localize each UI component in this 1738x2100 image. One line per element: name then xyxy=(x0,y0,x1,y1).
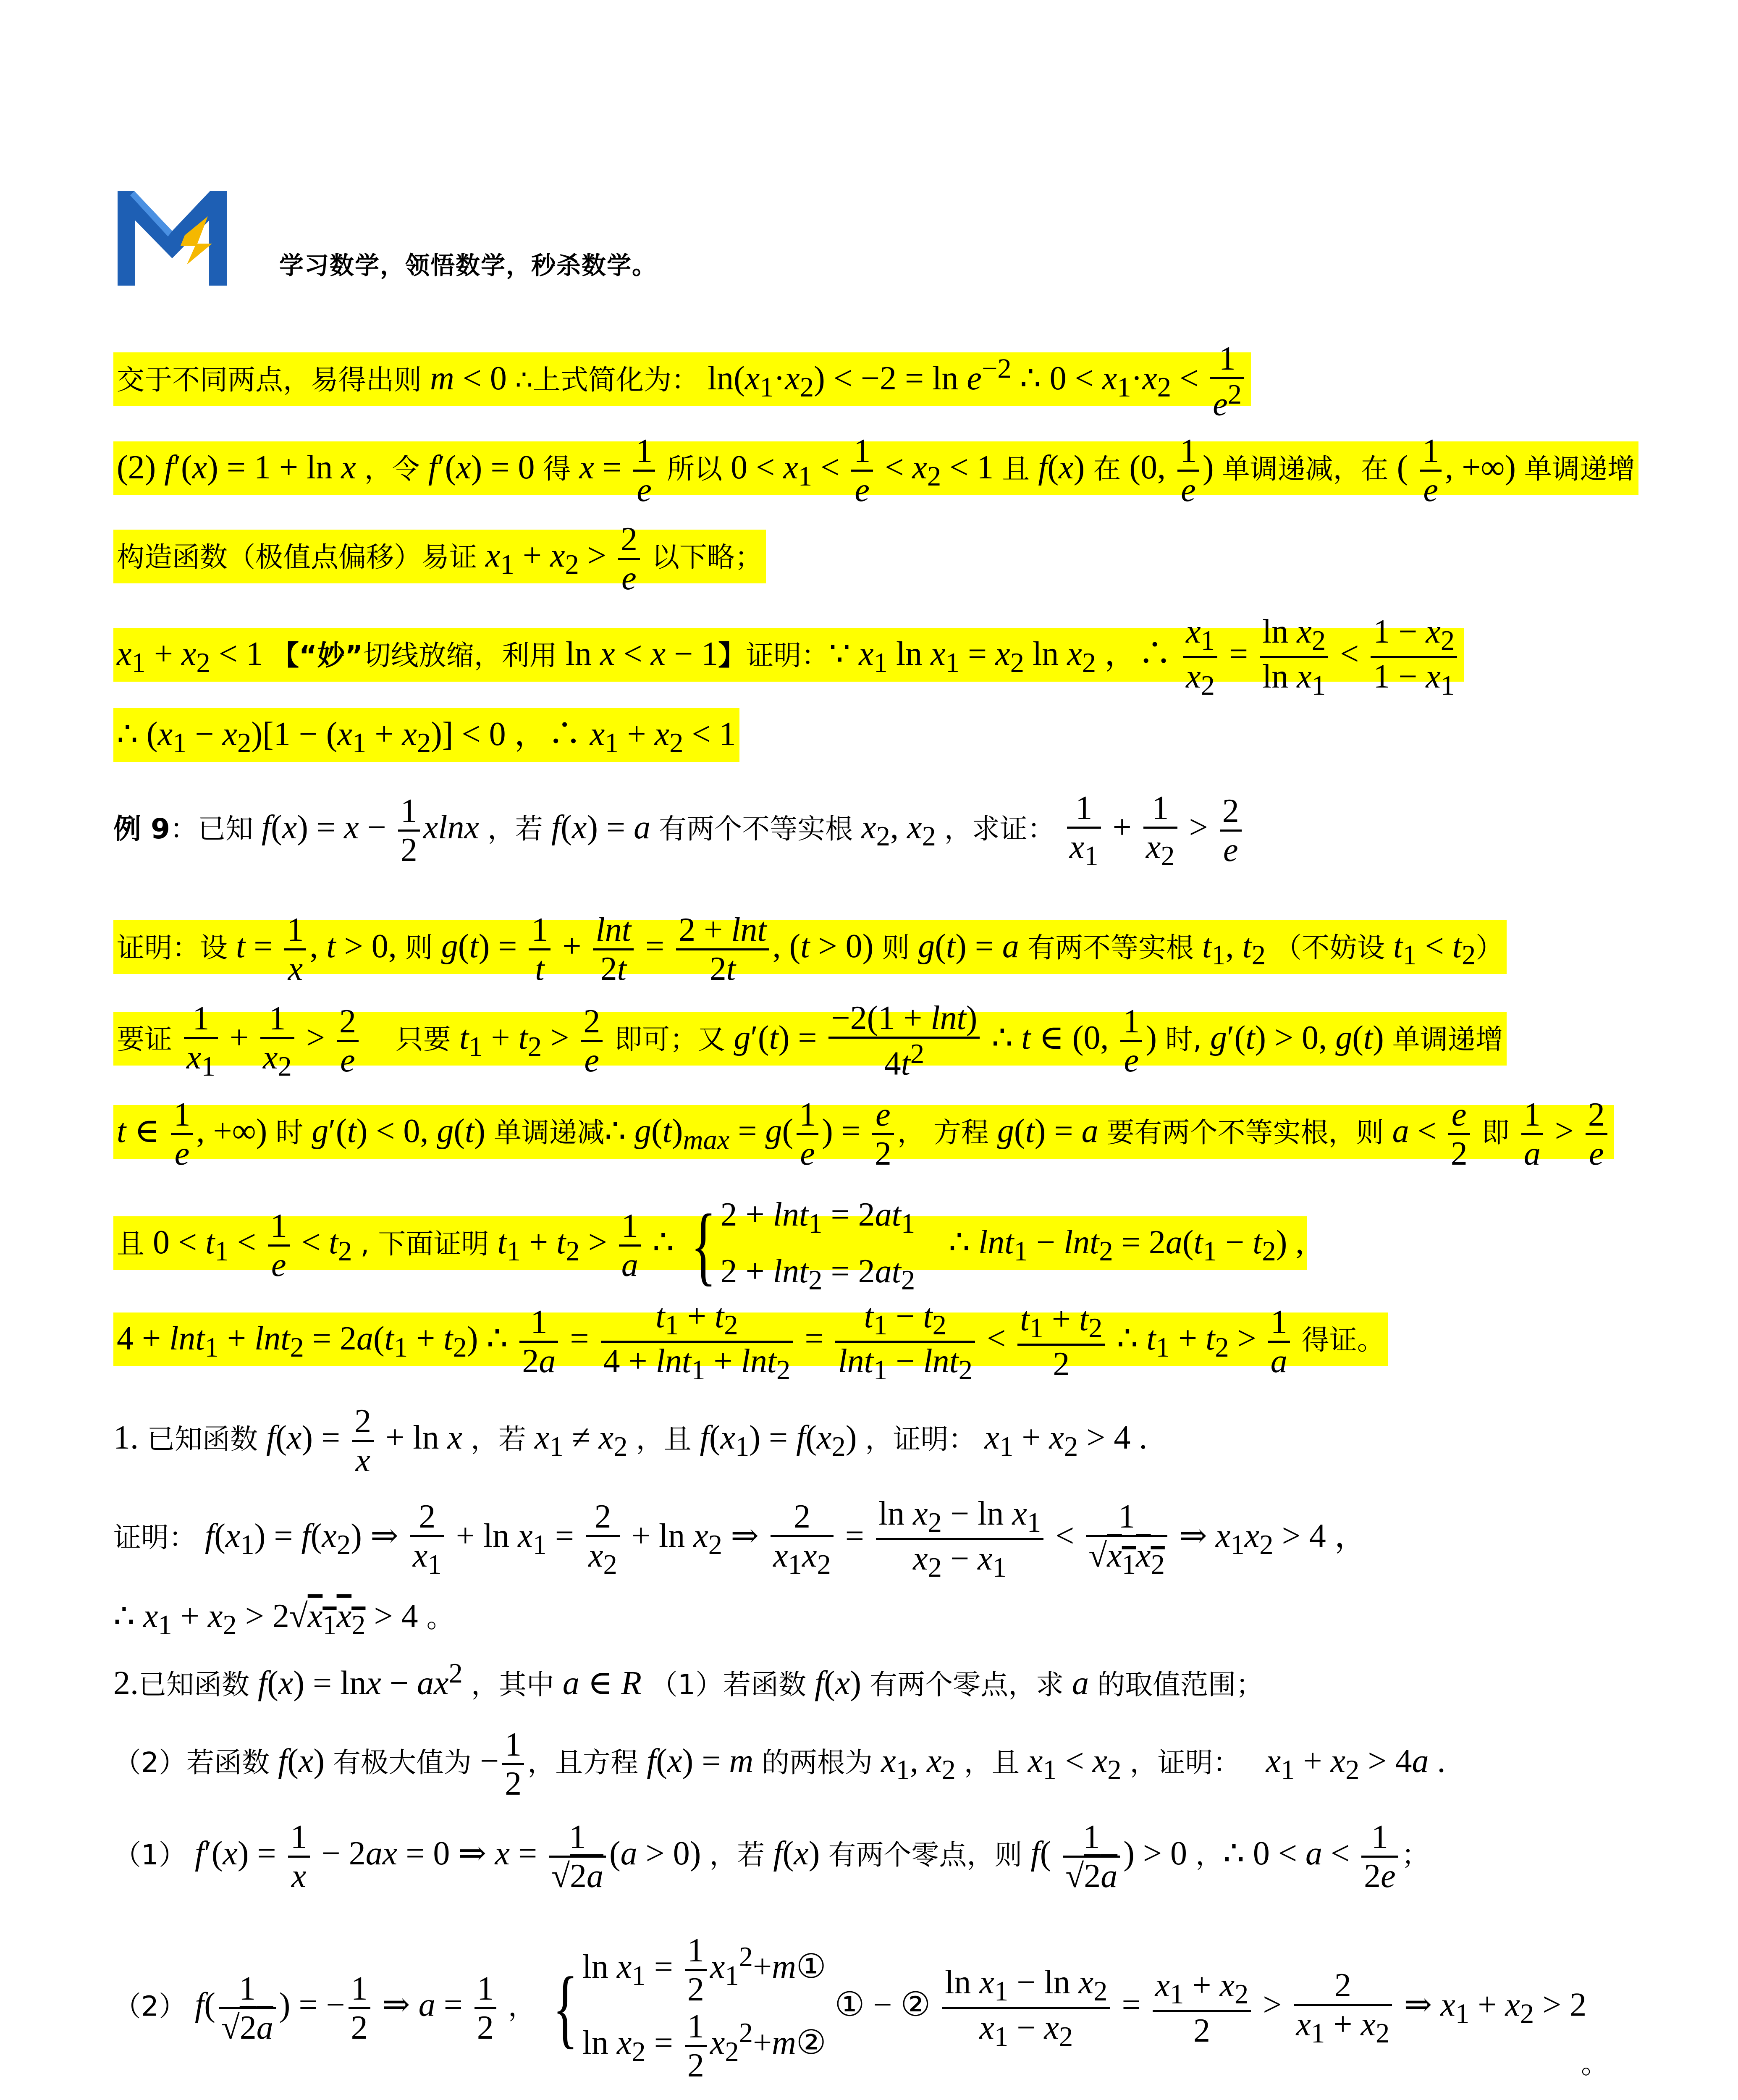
solution-line: $x_1 + x_2 < 1$ 【“妙”切线放缩，利用 ln x < x − 1】证明：∵ $x_1$ $\ln x_1 = x_2$ $\ln x_2$ ，∴ $\frac{x_1}{x_2}$ = $\frac{\ln x_2}{\ln x_1}$ < $\frac{1 - x_2}{1 - x_1}$ xyxy=(113,613,1464,701)
solution-line: t ∈ $\frac{1}{e}$ , +∞) 时 g′(t) < 0, g(t) 单调递减∴ $g(t)_{max} = g$( $\frac{1}{e}$ ) = $\frac{e}{2}$ ， 方程 g(t) = a 要有两个不等实根，则 a < $\frac{e}{2}$ 即 $\frac{1}{a}$ > $\frac{2}{e}$ xyxy=(113,1096,1614,1172)
solution-line: （1） f′(x) = $\frac{1}{x}$ − 2ax = 0 ⇒ x = $\frac{1}{√2a}$ (a > 0) ，若 f(x) 有两个零点，则 f( $\frac{1}{√2a}$ ) > 0 ，∴ 0 < a < $\frac{1}{2e}$ ； xyxy=(113,1819,1429,1895)
solution-line: $4 + \ln t_1 + \ln t_2 = 2a(t_1 + t_2)$ ∴ $\frac{1}{2a}$ = $\frac{t_1 + t_2}{4 + \ln t_1 + \ln t_2}$ = $\frac{t_1 - t_2}{\ln t_1 - \ln t_2}$ < $\frac{t_1 + t_2}{2}$ ∴ $t_1 + t_2$ > $\frac{1}{a}$ 得证。 xyxy=(113,1298,1388,1386)
problem-1-statement: 1. 已知函数 f(x) = $\frac{2}{x}$ + ln x ，若 $x_1 \ne x_2$ ，且 $f(x_1) = f(x_2)$ ，证明： $x_1 + x_2 > 4$ . xyxy=(113,1403,1148,1479)
problem-2-statement: 2.已知函数 $f(x) = \ln x - ax^2$ ，其中 a ∈ R （1）若函数 f(x) 有两个零点，求 a 的取值范围； xyxy=(113,1658,1264,1702)
solution-line: ∴ $(x_1 - x_2)[1 - (x_1 + x_2)] < 0$ ，∴ $x_1 + x_2 < 1$ xyxy=(113,714,739,760)
example-9-statement: 例 9：已知 f(x) = x − $\frac{1}{2}$ xlnx ，若 f(x) = a 有两个不等实根 $x_2$, $x_2$ ，求证： $\frac{1}{x_1}$ + $\frac{1}{x_2}$ > $\frac{2}{e}$ xyxy=(113,790,1245,872)
solution-line: 证明：设 t = $\frac{1}{x}$ , t > 0, 则 g(t) = $\frac{1}{t}$ + $\frac{\ln t}{2t}$ = $\frac{2 + \ln t}{2t}$ , (t > 0) 则 g(t) = a 有两不等实根 $t_1$, $t_2$ （不妨设 $t_1 < t_2$） xyxy=(113,911,1507,987)
solution-line: ∴ $x_1 + x_2 > 2√x_1x_2 > 4$ 。 xyxy=(113,1598,454,1641)
solution-line: 且 $0 < t_1$ < $\frac{1}{e}$ < $t_2$ , 下面证明 $t_1 + t_2$ > $\frac{1}{a}$ ∴ { $2 + \ln t_1 = 2at_1$ $2 + \ln t_2 = 2at_2$ ∴ $\ln t_1 - \ln t_2 = 2a(t_1 - t_2)$ , xyxy=(113,1189,1307,1302)
solution-line: 交于不同两点，易得出则 m < 0 ∴上式简化为： $\ln(x_1\cdot x_2) < -2 = \ln e^{-2}$ ∴ $0 < x_1\cdot x_2$ < $\frac{1}{e^2}$ xyxy=(113,340,1251,423)
end-period: 。 xyxy=(1581,2048,1609,2080)
problem-2-part-2: （2）若函数 f(x) 有极大值为 − $\frac{1}{2}$ ，且方程 f(x) = m 的两根为 $x_1$, $x_2$ ，且 $x_1 < x_2$ ，证明： $x_1 + x_2 > 4a$ . xyxy=(113,1726,1446,1802)
brand-logo-icon xyxy=(118,191,227,286)
solution-line: (2) f′(x) = 1 + ln x ，令 f′(x) = 0 得 x = $\frac{1}{e}$ 所以 $0 < x_1$ < $\frac{1}{e}$ < $x_2 < 1$ 且 f(x) 在 (0, $\frac{1}{e}$ ) 单调递减，在 ( $\frac{1}{e}$ , +∞) 单调递增 xyxy=(113,433,1638,509)
header-slogan: 学习数学，领悟数学，秒杀数学。 xyxy=(279,251,658,280)
solution-line: 构造函数（极值点偏移）易证 $x_1 + x_2$ > $\frac{2}{e}$ 以下略； xyxy=(113,521,766,597)
solution-line: （2） f( $\frac{1}{√2a}$ ) = − $\frac{1}{2}$ ⇒ a = $\frac{1}{2}$ ， { $\ln x_1$ = $\frac{1}{2}$ $x_1^2+m①$ $\ln x_2$ = $\frac{1}{2}$ $x_2^2+m②$ ① − ② $\frac{\ln x_1 - \ln x_2}{x_1 - x_2}$ = $\frac{x_1 + x_2}{2}$ > $\frac{2}{x_1 + x_2}$ ⇒ $x_1 + x_2 > 2$ xyxy=(113,1932,1587,2084)
solution-line: 证明： $f(x_1) = f(x_2)$ ⇒ $\frac{2}{x_1}$ + $\ln x_1$ = $\frac{2}{x_2}$ + $\ln x_2$ ⇒ $\frac{2}{x_1x_2}$ = $\frac{\ln x_2 - \ln x_1}{x_2 - x_1}$ < $\frac{1}{√x_1x_2}$ ⇒ $x_1x_2 > 4$ ， xyxy=(113,1495,1368,1583)
solution-line: 要证 $\frac{1}{x_1}$ + $\frac{1}{x_2}$ > $\frac{2}{e}$ 只要 $t_1 + t_2$ > $\frac{2}{e}$ 即可；又 g′(t) = $\frac{-2(1 + \ln t)}{4t^2}$ ∴ t ∈ (0, $\frac{1}{e}$ ) 时, g′(t) > 0, g(t) 单调递增 xyxy=(113,1000,1507,1082)
